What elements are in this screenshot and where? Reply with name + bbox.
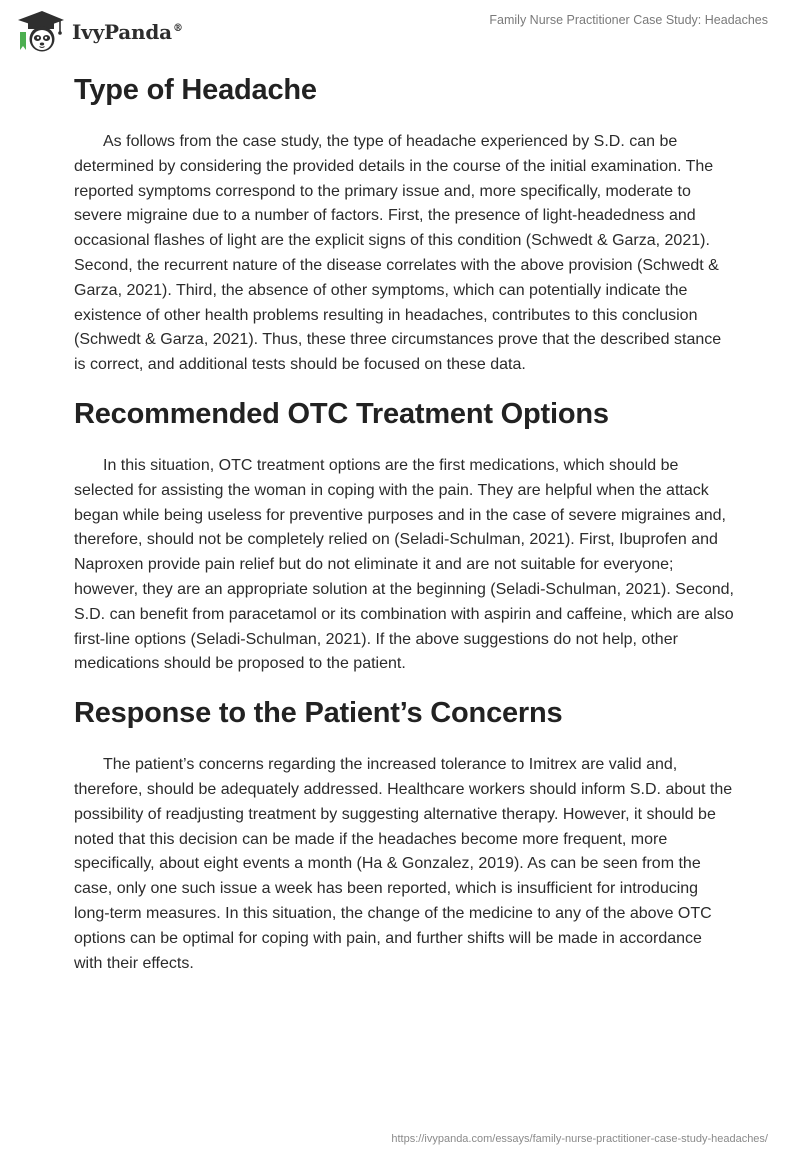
- source-url[interactable]: https://ivypanda.com/essays/family-nurse-practitioner-case-study-headaches/: [391, 1133, 768, 1145]
- section-type-of-headache: [74, 70, 734, 378]
- logo-text: [72, 20, 183, 44]
- ivypanda-logo[interactable]: [14, 8, 183, 54]
- section-paragraph: As follows from the case study, the type of headache experienced by S.D. can be determined by considering the provided details in the course of the initial examination. The reported symptoms correspond to the primary issue and, more specifically, moderate to severe migraine due to a number of factors. First, the presence of light-headedness and occasional flashes of light are the explicit signs of this condition (Schwedt & Garza, 2021). Second, the recurrent nature of the disease correlates with the above provision (Schwedt & Garza, 2021). Third, the absence of other symptoms, which can potentially indicate the existence of other health problems resulting in headaches, contributes to this conclusion (Schwedt & Garza, 2021). Thus, these three circumstances prove that the described stance is correct, and additional tests should be focused on these data.: [74, 133, 722, 374]
- panda-graduate-icon: [14, 8, 66, 54]
- logo-wordmark: IvyPanda: [72, 20, 172, 44]
- section-heading: Recommended OTC Treatment Options: [74, 397, 609, 430]
- section-heading: Response to the Patient’s Concerns: [74, 697, 563, 730]
- essay-content: [74, 70, 734, 992]
- page-header: [0, 0, 800, 64]
- document-title: Family Nurse Practitioner Case Study: Headaches: [489, 13, 768, 27]
- section-paragraph: The patient’s concerns regarding the increased tolerance to Imitrex are valid and, therefore, should be adequately addressed. Healthcare workers should inform S.D. about the possibility of readjusting treatment by suggesting alternative therapy. However, it should be noted that this decision can be made if the headaches become more frequent, more specifically, about eight events a month (Ha & Gonzalez, 2019). As can be seen from the case, only one such issue a week has been reported, which is insufficient for introducing long-term measures. In this situation, the change of the medicine to any of the above OTC options can be optimal for coping with pain, and further shifts will be made in accordance with their effects.: [74, 756, 733, 972]
- section-paragraph: In this situation, OTC treatment options are the first medications, which should be selected for assisting the woman in coping with the pain. They are helpful when the attack began while being useless for preventive purposes and in the case of severe migraines and, therefore, should not be completely relied on (Seladi-Schulman, 2021). First, Ibuprofen and Naproxen provide pain relief but do not eliminate it and are not suitable for everyone; however, they are an appropriate solution at the beginning (Seladi-Schulman, 2021). Second, S.D. can benefit from paracetamol or its combination with aspirin and caffeine, which are also first-line options (Seladi-Schulman, 2021). If the above suggestions do not help, other medications should be proposed to the patient.: [74, 456, 734, 673]
- registered-mark: ®: [172, 23, 183, 35]
- section-heading: Type of Headache: [74, 74, 317, 106]
- section-patient-concerns: [74, 693, 734, 976]
- section-otc-treatment: [74, 394, 734, 677]
